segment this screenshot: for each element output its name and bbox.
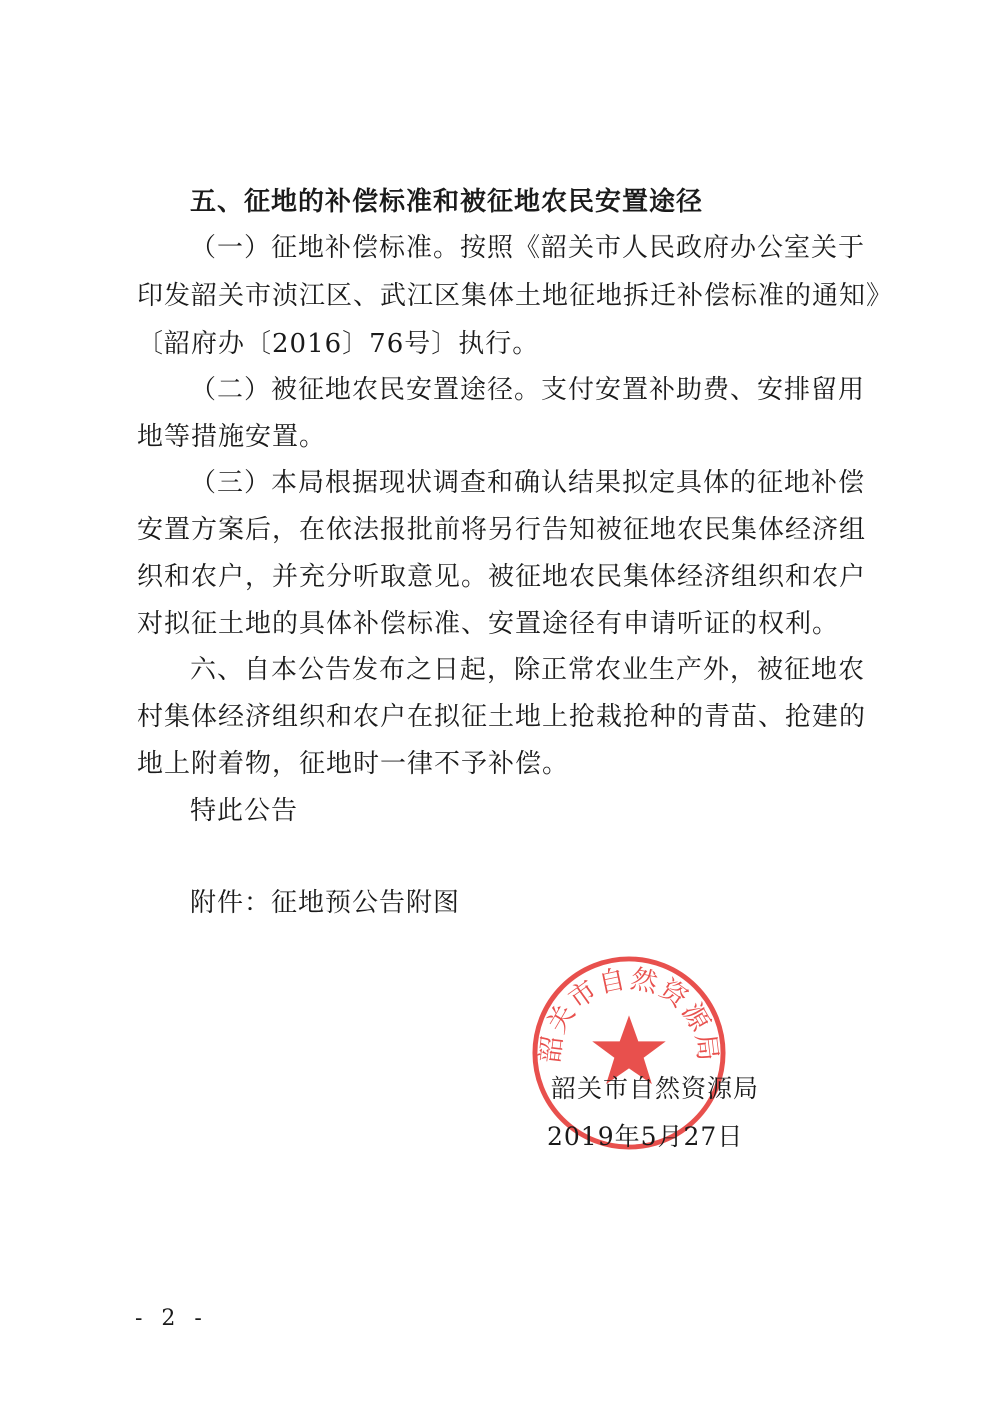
section-6-line-1: 六、自本公告发布之日起，除正常农业生产外，被征地农 — [190, 655, 866, 685]
item-2-line-2: 地等措施安置。 — [137, 422, 327, 452]
item-1-line-1: （一）征地补偿标准。按照《韶关市人民政府办公室关于 — [190, 233, 866, 263]
section-5-heading: 五、征地的补偿标准和被征地农民安置途径 — [190, 187, 704, 217]
item-3-line-2: 安置方案后，在依法报批前将另行告知被征地农民集体经济组 — [137, 515, 867, 545]
attachment-text: 附件：征地预公告附图 — [190, 888, 461, 918]
signature-date: 2019年5月27日 — [547, 1122, 744, 1151]
item-2-line-1: （二）被征地农民安置途径。支付安置补助费、安排留用 — [190, 375, 866, 405]
item-3-line-4: 对拟征土地的具体补偿标准、安置途径有申请听证的权利。 — [137, 609, 840, 639]
item-3-line-3: 织和农户，并充分听取意见。被征地农民集体经济组织和农户 — [137, 562, 867, 592]
item-3-line-1: （三）本局根据现状调查和确认结果拟定具体的征地补偿 — [190, 468, 866, 498]
item-1-line-3: 〔韶府办〔2016〕76号〕执行。 — [137, 329, 540, 359]
closing-text: 特此公告 — [190, 796, 299, 826]
page-number: - 2 - — [135, 1306, 208, 1331]
signature-organization: 韶关市自然资源局 — [551, 1074, 760, 1103]
item-1-line-2: 印发韶关市浈江区、武江区集体土地征地拆迁补偿标准的通知》 — [137, 281, 894, 311]
section-6-line-2: 村集体经济组织和农户在拟征土地上抢栽抢种的青苗、抢建的 — [137, 702, 867, 732]
section-6-line-3: 地上附着物，征地时一律不予补偿。 — [137, 749, 570, 779]
seal-text: 韶关市自然资源局 — [534, 963, 724, 1065]
